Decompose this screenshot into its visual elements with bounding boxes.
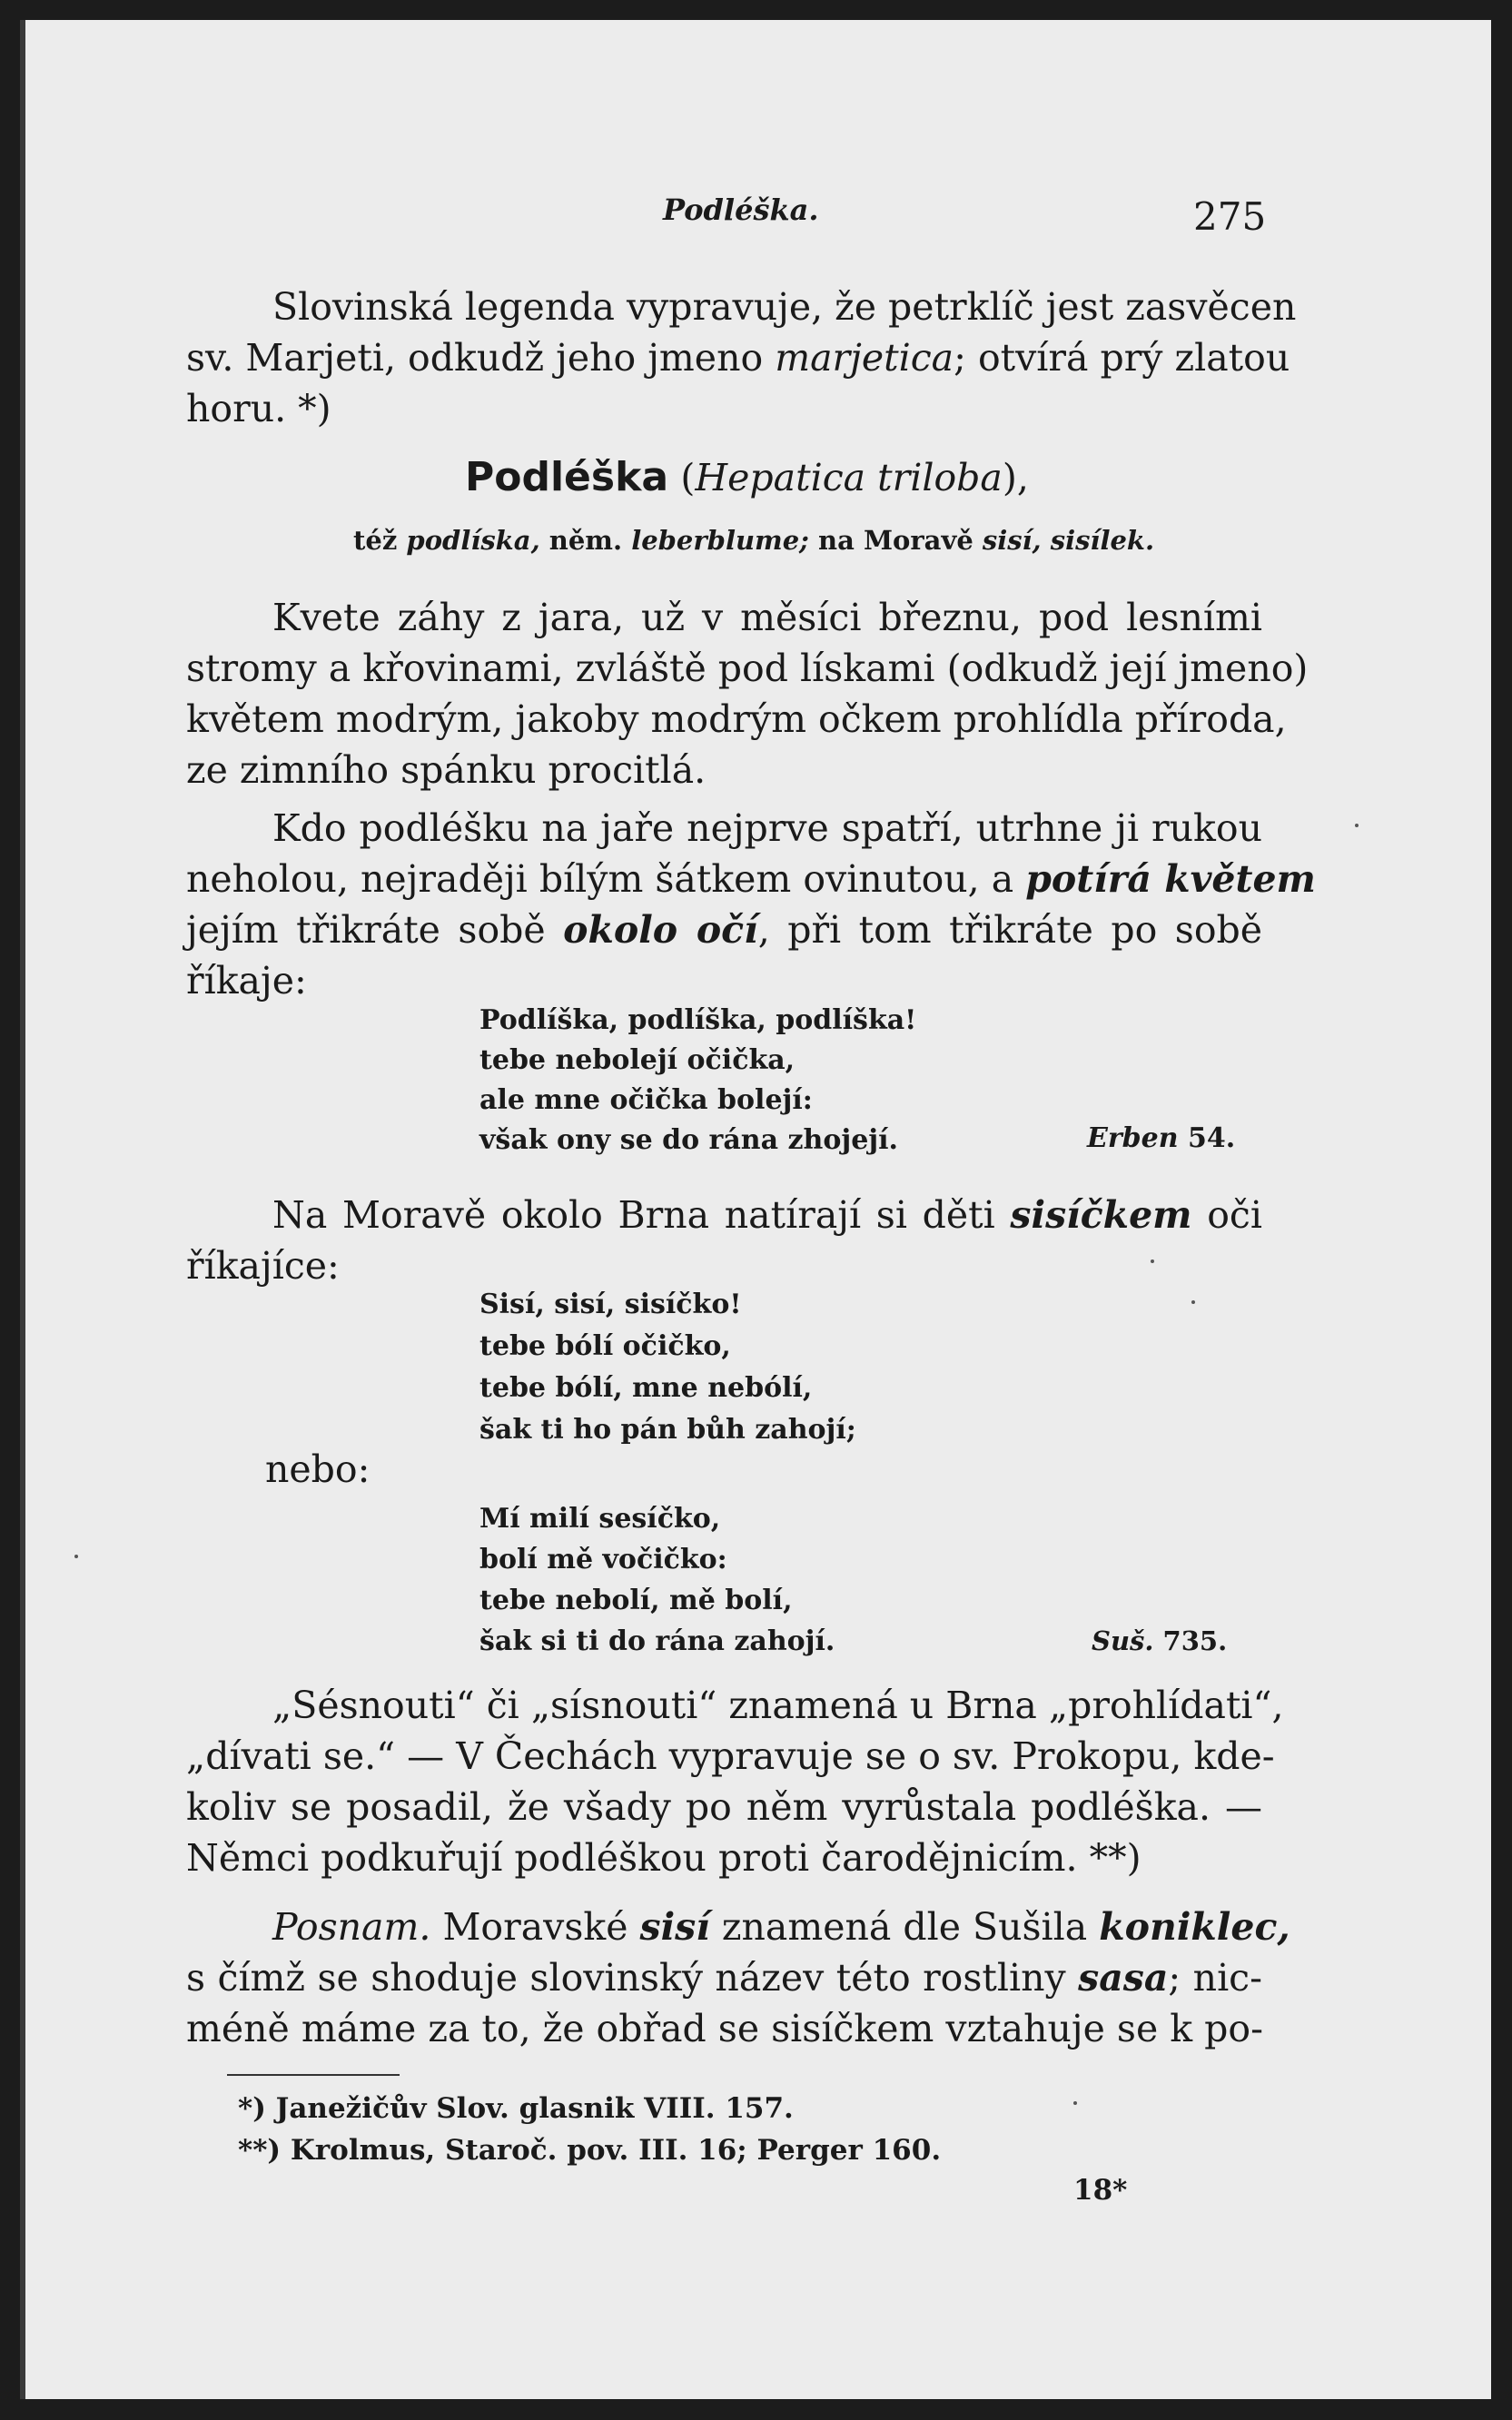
text-line: Němci podkuřují podléškou proti čarodějnicím. **) <box>186 1836 1141 1880</box>
speck <box>1151 1259 1154 1263</box>
text-line: „dívati se.“ — V Čechách vypravuje se o sv. Prokopu, kde- <box>186 1734 1275 1778</box>
heading-title: Podléška <box>465 454 669 500</box>
text-line: „Sésnouti“ či „sísnouti“ znamená u Brna „prohlídati“, <box>272 1684 1284 1727</box>
text-line: říkaje: <box>186 959 307 1003</box>
verse-line: tebe nebolejí očička, <box>479 1044 796 1076</box>
page <box>20 20 1491 2399</box>
speck <box>1073 2101 1077 2105</box>
footnote-1: *) Janežičův Slov. glasnik VIII. 157. <box>238 2092 794 2125</box>
text-line: Na Moravě okolo Brna natírají si děti sisíčkem oči <box>272 1193 1263 1237</box>
signature-mark: 18* <box>1073 2174 1128 2207</box>
verse-line: tebe bólí očičko, <box>479 1330 731 1362</box>
heading-subtitle: též podlíska, něm. leberblume; na Moravě sisí, sisílek. <box>353 525 1155 556</box>
verse-1-source: Erben 54. <box>1087 1122 1236 1154</box>
verse-3 <box>479 1498 835 1662</box>
text-line: stromy a křovinami, zvláště pod lískami (odkudž její jmeno) <box>186 647 1309 690</box>
nebo-label: nebo: <box>265 1447 371 1491</box>
verse-3-source: Suš. 735. <box>1092 1625 1228 1656</box>
text-line: Posnam. Moravské sisí znamená dle Sušila koniklec, <box>272 1905 1290 1949</box>
footnote-rule <box>227 2074 400 2076</box>
footnote-2: **) Krolmus, Staroč. pov. III. 16; Perger 160. <box>238 2134 942 2167</box>
verse-line: Mí milí sesíčko, <box>479 1503 721 1535</box>
running-title: Podléška. <box>663 193 819 227</box>
speck <box>1355 824 1359 827</box>
verse-line: však ony se do rána zhojejí. <box>479 1124 898 1156</box>
text-line: méně máme za to, že obřad se sisíčkem vztahuje se k po- <box>186 2007 1263 2050</box>
verse-line: bolí mě vočičko: <box>479 1544 727 1575</box>
verse-line: ale mne očička bolejí: <box>479 1084 813 1116</box>
speck <box>74 1555 78 1558</box>
text-line: ze zimního spánku procitlá. <box>186 748 707 792</box>
text-line: Kvete záhy z jara, už v měsíci březnu, pod lesními <box>272 596 1262 639</box>
text-line: koliv se posadil, že všady po něm vyrůstala podléška. — <box>186 1785 1262 1829</box>
text-line: květem modrým, jakoby modrým očkem prohlídla příroda, <box>186 697 1287 741</box>
verse-1 <box>479 1001 916 1161</box>
verse-2 <box>479 1284 856 1451</box>
text-line: Kdo podléšku na jaře nejprve spatří, utrhne ji rukou <box>272 806 1262 850</box>
heading-latin: Hepatica triloba <box>695 456 1003 499</box>
text-line: neholou, nejraději bílým šátkem ovinutou, a potírá květem <box>186 857 1316 901</box>
text-line: Slovinská legenda vypravuje, že petrklíč jest zasvěcen <box>272 285 1297 329</box>
verse-line: šak ti ho pán bůh zahojí; <box>479 1414 856 1446</box>
verse-line: tebe bólí, mne nebólí, <box>479 1372 813 1404</box>
speck <box>1191 1300 1195 1304</box>
page-edge-shadow <box>20 20 25 2399</box>
verse-line: Podlíška, podlíška, podlíška! <box>479 1004 917 1036</box>
text-line: říkajíce: <box>186 1244 340 1288</box>
page-number: 275 <box>1193 194 1267 239</box>
verse-line: Sisí, sisí, sisíčko! <box>479 1289 742 1320</box>
verse-line: tebe nebolí, mě bolí, <box>479 1585 793 1616</box>
text-line: jejím třikráte sobě okolo očí, při tom třikráte po sobě <box>186 908 1263 952</box>
text-line: sv. Marjeti, odkudž jeho jmeno marjetica; otvírá prý zlatou <box>186 336 1290 380</box>
text-line: horu. *) <box>186 387 331 430</box>
text-line: s čímž se shoduje slovinský název této rostliny sasa; nic- <box>186 1956 1262 2000</box>
section-heading: Podléška (Hepatica triloba), <box>465 454 1029 500</box>
verse-line: šak si ti do rána zahojí. <box>479 1625 835 1657</box>
